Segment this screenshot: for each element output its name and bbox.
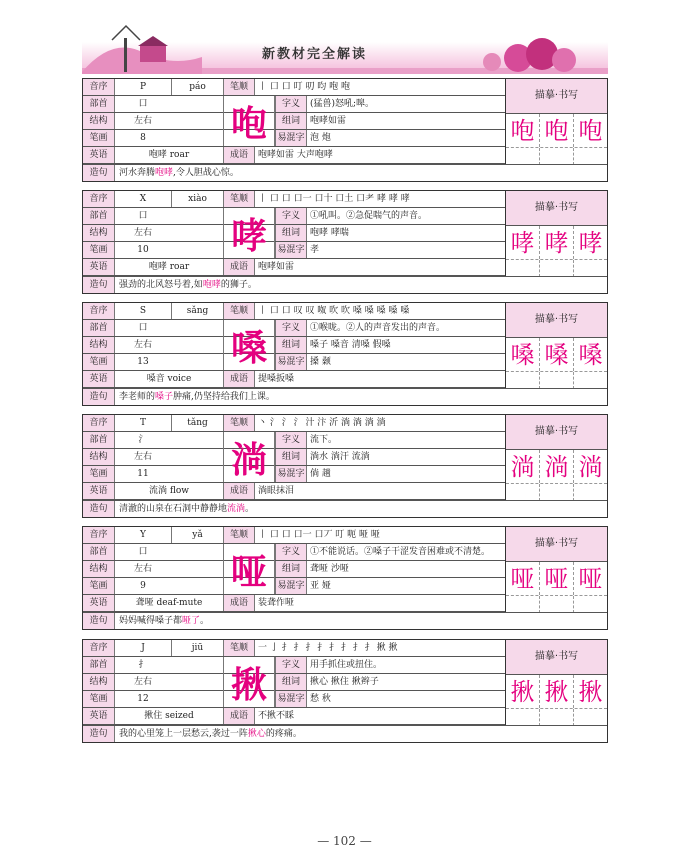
practice-label: 描摹·书写 xyxy=(506,640,607,675)
field-label: 成语 xyxy=(223,595,255,611)
trace-char: 哮 xyxy=(540,226,574,259)
field-value: 咆哮如雷 xyxy=(310,116,347,126)
practice-label: 描摹·书写 xyxy=(506,79,607,114)
field-label: 字义 xyxy=(275,544,307,560)
character-entry xyxy=(82,639,608,743)
info-row xyxy=(83,483,505,500)
field-value: 左右 xyxy=(133,677,152,687)
info-row xyxy=(83,657,505,674)
field-label: 组词 xyxy=(275,449,307,465)
field-label: 结构 xyxy=(83,449,115,465)
trace-char: 嗓 xyxy=(578,341,603,369)
field-label: 成语 xyxy=(223,483,255,499)
field-label: 成语 xyxy=(223,371,255,387)
info-row xyxy=(83,191,505,208)
field-label: 成语 xyxy=(223,259,255,275)
field-label: 音序 xyxy=(83,527,115,543)
field-label: 英语 xyxy=(83,371,115,387)
info-row xyxy=(83,449,505,466)
field-value: (猛兽)怒吼;嗥。 xyxy=(310,99,375,109)
practice-grid xyxy=(506,114,607,147)
field-label: 组词 xyxy=(275,337,307,353)
target-character: 哑 xyxy=(223,544,275,594)
trace-char: 哑 xyxy=(540,562,574,595)
field-label: 笔画 xyxy=(83,578,115,594)
target-character: 哮 xyxy=(223,208,275,258)
field-value: 聋哑 沙哑 xyxy=(310,564,349,574)
pinyin: jiū xyxy=(171,640,223,656)
trace-char: 咆 xyxy=(578,117,603,145)
field-value: 左右 xyxy=(133,116,152,126)
field-value: 流淌 flow xyxy=(149,486,189,496)
info-row xyxy=(83,113,505,130)
sentence-row xyxy=(83,388,607,406)
character-entry xyxy=(82,414,608,518)
field-label: 结构 xyxy=(83,337,115,353)
trace-char: 嗓 xyxy=(506,338,540,371)
field-label: 结构 xyxy=(83,225,115,241)
info-row xyxy=(83,595,505,612)
practice-label: 描摹·书写 xyxy=(506,191,607,226)
pinyin: sǎng xyxy=(171,303,223,319)
field-value: 咆哮 roar xyxy=(148,262,190,272)
field-label: 结构 xyxy=(83,674,115,690)
field-value: 聋哑 deaf-mute xyxy=(135,598,203,608)
field-value: 12 xyxy=(137,694,149,704)
field-label: 音序 xyxy=(83,415,115,431)
target-character: 嗓 xyxy=(223,320,275,370)
practice-grid xyxy=(506,226,607,259)
practice-label: 描摹·书写 xyxy=(506,415,607,450)
info-row xyxy=(83,208,505,225)
example-sentence: 妈妈喊得嗓子都哑了。 xyxy=(119,616,210,626)
page-number: — 102 — xyxy=(317,834,372,848)
field-label: 音序 xyxy=(83,303,115,319)
info-row xyxy=(83,130,505,147)
info-row xyxy=(83,79,505,96)
trace-char: 咆 xyxy=(506,114,540,147)
field-label: 部首 xyxy=(83,320,115,336)
field-value: 咆哮 roar xyxy=(148,150,190,160)
practice-panel xyxy=(505,527,607,612)
field-value: 扌 xyxy=(138,660,148,670)
field-label: 字义 xyxy=(275,320,307,336)
field-label: 笔顺 xyxy=(223,191,255,207)
field-label: 笔顺 xyxy=(223,415,255,431)
trace-char: 哑 xyxy=(578,565,603,593)
field-label: 笔画 xyxy=(83,354,115,370)
field-value: 13 xyxy=(137,357,149,367)
field-label: 造句 xyxy=(83,389,115,405)
trace-char: 嗓 xyxy=(540,338,574,371)
target-character: 咆 xyxy=(223,96,275,146)
field-label: 笔顺 xyxy=(223,303,255,319)
field-label: 部首 xyxy=(83,96,115,112)
field-value: 揪住 seized xyxy=(144,711,194,721)
example-sentence: 河水奔腾咆哮,令人胆战心惊。 xyxy=(119,168,239,178)
field-value: 口 xyxy=(138,211,148,221)
info-row xyxy=(83,96,505,113)
info-row xyxy=(83,640,505,657)
field-label: 结构 xyxy=(83,561,115,577)
field-value: 8 xyxy=(140,133,146,143)
trace-char: 淌 xyxy=(578,453,603,481)
pinyin: tǎng xyxy=(171,415,223,431)
pinyin: páo xyxy=(171,79,223,95)
field-value: ①不能说话。②嗓子干涩发音困难或不清楚。 xyxy=(310,547,491,557)
field-value: 泡 炮 xyxy=(310,133,331,143)
field-value: 揪心 揪住 揪辫子 xyxy=(310,677,379,687)
field-label: 易混字 xyxy=(275,354,307,370)
field-label: 音序 xyxy=(83,191,115,207)
sentence-row xyxy=(83,500,607,518)
target-character: 淌 xyxy=(223,432,275,482)
info-row xyxy=(83,371,505,388)
trace-char: 哑 xyxy=(506,562,540,595)
field-label: 易混字 xyxy=(275,242,307,258)
field-label: 易混字 xyxy=(275,691,307,707)
field-label: 笔画 xyxy=(83,691,115,707)
character-entry xyxy=(82,302,608,406)
field-value: 氵 xyxy=(138,435,148,445)
field-value: J xyxy=(141,643,145,653)
trace-char: 咆 xyxy=(540,114,574,147)
trace-char: 哮 xyxy=(506,226,540,259)
field-label: 字义 xyxy=(275,208,307,224)
sentence-row xyxy=(83,612,607,630)
field-value: 丨 口 口 叮 叨 呁 咆 咆 xyxy=(258,82,351,92)
field-label: 笔顺 xyxy=(223,79,255,95)
practice-panel xyxy=(505,303,607,388)
field-label: 组词 xyxy=(275,225,307,241)
practice-label: 描摹·书写 xyxy=(506,527,607,562)
example-sentence: 清澈的山泉在石洞中静静地流淌。 xyxy=(119,504,255,514)
info-row xyxy=(83,303,505,320)
field-label: 造句 xyxy=(83,277,115,293)
practice-grid xyxy=(506,338,607,371)
field-value: 口 xyxy=(138,547,148,557)
field-label: 英语 xyxy=(83,259,115,275)
header-banner xyxy=(82,12,608,74)
field-value: 丶 氵 氵 氵 汁 汴 沂 淌 淌 淌 淌 xyxy=(258,418,386,428)
field-label: 组词 xyxy=(275,561,307,577)
field-value: 一 亅 扌 扌 扌 扌 扌 扌 扌 扌 揪 揪 xyxy=(258,643,398,653)
info-row xyxy=(83,415,505,432)
practice-grid xyxy=(506,562,607,595)
field-label: 结构 xyxy=(83,113,115,129)
field-label: 英语 xyxy=(83,483,115,499)
field-value: 淌水 淌汗 流淌 xyxy=(310,452,370,462)
info-row xyxy=(83,259,505,276)
example-sentence: 李老师的嗓子肿痛,仍坚持给我们上课。 xyxy=(119,392,275,402)
info-row xyxy=(83,432,505,449)
field-label: 易混字 xyxy=(275,130,307,146)
info-row xyxy=(83,354,505,371)
practice-label: 描摹·书写 xyxy=(506,303,607,338)
info-row xyxy=(83,691,505,708)
field-value: 用手抓住或扭住。 xyxy=(310,660,383,670)
sentence-row xyxy=(83,725,607,743)
info-row xyxy=(83,561,505,578)
field-label: 笔画 xyxy=(83,130,115,146)
field-value: 搡 颡 xyxy=(310,357,331,367)
info-row xyxy=(83,527,505,544)
trace-char: 揪 xyxy=(506,675,540,708)
field-label: 笔顺 xyxy=(223,527,255,543)
field-value: 嗓音 voice xyxy=(146,374,192,384)
field-label: 组词 xyxy=(275,674,307,690)
character-entry xyxy=(82,526,608,630)
field-value: P xyxy=(139,82,147,92)
field-label: 造句 xyxy=(83,165,115,181)
field-value: 提嗓扳嗓 xyxy=(258,374,295,384)
field-value: 流下。 xyxy=(310,435,338,445)
field-label: 造句 xyxy=(83,613,115,629)
field-label: 字义 xyxy=(275,657,307,673)
field-value: 亚 娅 xyxy=(310,581,331,591)
field-label: 造句 xyxy=(83,726,115,742)
field-value: ①喉咙。②人的声音发出的声音。 xyxy=(310,323,446,333)
field-label: 英语 xyxy=(83,147,115,163)
field-label: 部首 xyxy=(83,657,115,673)
field-value: X xyxy=(139,194,147,204)
info-row xyxy=(83,147,505,164)
field-value: 左右 xyxy=(133,452,152,462)
practice-grid xyxy=(506,675,607,708)
practice-panel xyxy=(505,640,607,725)
field-value: T xyxy=(139,418,146,428)
field-value: 丨 口 口 叹 叹 呶 吹 吹 嗓 嗓 嗓 嗓 嗓 xyxy=(258,306,410,316)
field-value: Y xyxy=(140,530,146,540)
field-label: 易混字 xyxy=(275,466,307,482)
field-value: 丨 口 口 口一 口丆 叮 呃 哑 哑 xyxy=(258,530,380,540)
field-label: 成语 xyxy=(223,708,255,724)
info-row xyxy=(83,544,505,561)
field-label: 笔画 xyxy=(83,466,115,482)
field-label: 英语 xyxy=(83,708,115,724)
pinyin: xiào xyxy=(171,191,223,207)
field-label: 笔顺 xyxy=(223,640,255,656)
practice-grid xyxy=(506,450,607,483)
character-entry xyxy=(82,190,608,294)
field-value: 11 xyxy=(137,469,149,479)
field-label: 部首 xyxy=(83,208,115,224)
info-row xyxy=(83,242,505,259)
field-label: 易混字 xyxy=(275,578,307,594)
field-value: 淌眼抹泪 xyxy=(258,486,295,496)
field-value: 咆哮 哮喘 xyxy=(310,228,349,238)
example-sentence: 我的心里笼上一层愁云,袭过一阵揪心的疼痛。 xyxy=(119,729,302,739)
field-value: 装聋作哑 xyxy=(258,598,295,608)
trace-char: 淌 xyxy=(506,450,540,483)
practice-panel xyxy=(505,191,607,276)
field-value: 9 xyxy=(140,581,146,591)
trace-char: 揪 xyxy=(540,675,574,708)
field-value: 嗓子 嗓音 清嗓 假嗓 xyxy=(310,340,391,350)
trace-char: 揪 xyxy=(578,678,603,706)
field-value: 咆哮如雷 大声咆哮 xyxy=(258,150,333,160)
info-row xyxy=(83,708,505,725)
field-value: 左右 xyxy=(133,564,152,574)
info-row xyxy=(83,225,505,242)
sentence-row xyxy=(83,276,607,294)
trace-char: 淌 xyxy=(540,450,574,483)
info-row xyxy=(83,337,505,354)
field-label: 部首 xyxy=(83,544,115,560)
field-value: 丨 口 口 口一 口十 口土 口耂 哮 哮 哮 xyxy=(258,194,410,204)
field-label: 英语 xyxy=(83,595,115,611)
field-label: 组词 xyxy=(275,113,307,129)
target-character: 揪 xyxy=(223,657,275,707)
field-label: 音序 xyxy=(83,79,115,95)
field-value: 口 xyxy=(138,99,148,109)
field-value: 口 xyxy=(138,323,148,333)
field-value: 愁 秋 xyxy=(310,694,331,704)
field-label: 成语 xyxy=(223,147,255,163)
example-sentence: 强劲的北风怒号着,如咆哮的狮子。 xyxy=(119,280,257,290)
header-title: 新教材完全解读 xyxy=(262,47,368,62)
info-row xyxy=(83,320,505,337)
practice-panel xyxy=(505,415,607,500)
practice-panel xyxy=(505,79,607,164)
field-value: 倘 趟 xyxy=(310,469,331,479)
character-entry xyxy=(82,78,608,182)
field-label: 字义 xyxy=(275,96,307,112)
field-value: 左右 xyxy=(133,340,152,350)
field-value: 咆哮如雷 xyxy=(258,262,295,272)
field-label: 字义 xyxy=(275,432,307,448)
field-value: ①吼叫。②急促喘气的声音。 xyxy=(310,211,428,221)
field-label: 部首 xyxy=(83,432,115,448)
field-value: 孝 xyxy=(310,245,320,255)
info-row xyxy=(83,674,505,691)
field-value: 左右 xyxy=(133,228,152,238)
field-label: 笔画 xyxy=(83,242,115,258)
field-value: S xyxy=(139,306,147,316)
field-label: 造句 xyxy=(83,501,115,517)
field-label: 音序 xyxy=(83,640,115,656)
pinyin: yǎ xyxy=(171,527,223,543)
info-row xyxy=(83,578,505,595)
field-value: 不揪不睬 xyxy=(258,711,295,721)
trace-char: 哮 xyxy=(578,229,603,257)
info-row xyxy=(83,466,505,483)
field-value: 10 xyxy=(137,245,149,255)
sentence-row xyxy=(83,164,607,182)
